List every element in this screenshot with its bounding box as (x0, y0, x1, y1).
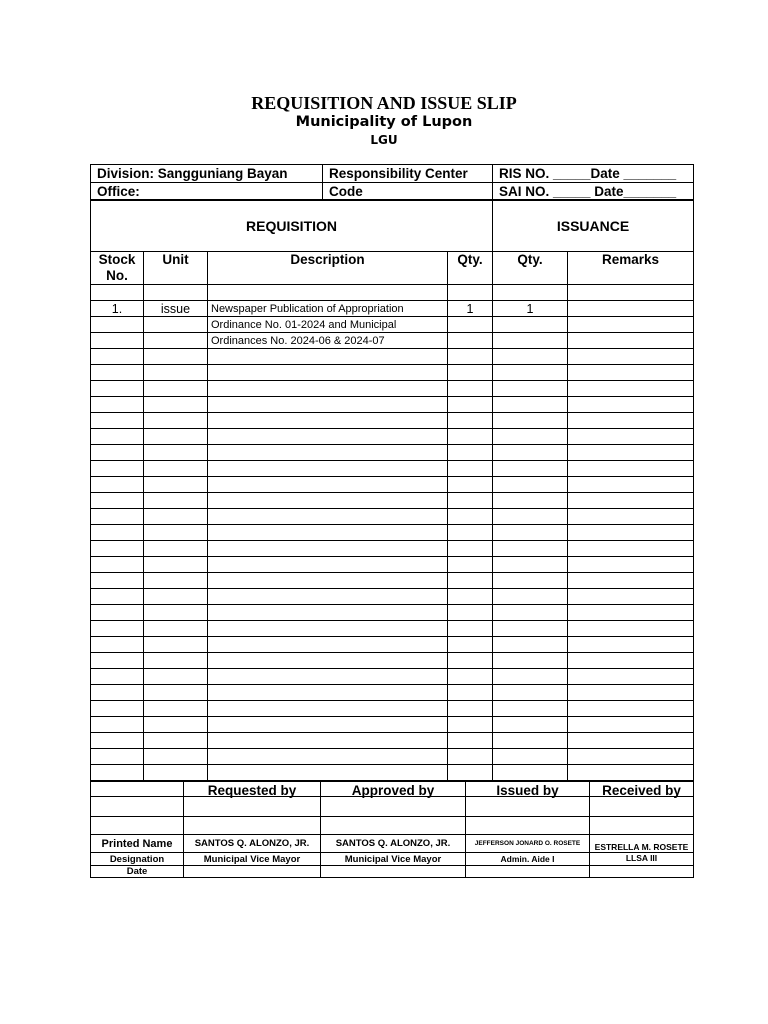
header-info-table (90, 164, 694, 201)
table-row (91, 317, 694, 333)
table-row (91, 589, 694, 605)
table-row (91, 301, 694, 317)
received-by-designation: LLSA III (590, 853, 694, 866)
office-field: Office: (91, 183, 323, 201)
table-row (91, 765, 694, 781)
table-row (91, 509, 694, 525)
table-row (91, 573, 694, 589)
issue-qty-column-header: Qty. (493, 252, 568, 285)
table-row (91, 749, 694, 765)
table-row (91, 413, 694, 429)
requisition-section-header: REQUISITION (91, 200, 493, 252)
table-row (91, 493, 694, 509)
date-label: Date (91, 866, 184, 878)
item-remarks (568, 301, 694, 317)
table-row (91, 717, 694, 733)
table-row (91, 557, 694, 573)
table-row (91, 541, 694, 557)
table-row (91, 733, 694, 749)
table-row (91, 365, 694, 381)
table-row (91, 445, 694, 461)
document-title: REQUISITION AND ISSUE SLIP (251, 93, 517, 113)
issued-by-name: JEFFERSON JONARD O. ROSETE (466, 835, 590, 853)
municipality-name: Municipality of Lupon (295, 114, 473, 130)
description-column-header: Description (208, 252, 448, 285)
printed-name-label: Printed Name (91, 835, 184, 853)
received-by-header: Received by (590, 782, 694, 817)
requested-by-name: SANTOS Q. ALONZO, JR. (184, 835, 321, 853)
approved-by-header: Approved by (321, 782, 466, 817)
remarks-column-header: Remarks (568, 252, 694, 285)
item-stock-no: 1. (91, 301, 144, 317)
table-row (91, 653, 694, 669)
table-row (91, 621, 694, 637)
requested-by-header: Requested by (184, 782, 321, 817)
table-row (91, 397, 694, 413)
received-by-name: ESTRELLA M. ROSETE (590, 835, 694, 853)
code-field: Code (323, 183, 493, 201)
items-table (90, 199, 694, 797)
table-row (91, 669, 694, 685)
table-row (91, 349, 694, 365)
item-description-line: Ordinances No. 2024-06 & 2024-07 (208, 333, 448, 349)
approved-by-designation: Municipal Vice Mayor (321, 853, 466, 866)
issued-by-designation: Admin. Aide I (466, 853, 590, 866)
table-row (91, 605, 694, 621)
item-issue-qty: 1 (493, 301, 568, 317)
approved-by-name: SANTOS Q. ALONZO, JR. (321, 835, 466, 853)
table-row (91, 637, 694, 653)
issuance-section-header: ISSUANCE (493, 200, 694, 252)
stock-no-column-header: Stock No. (91, 252, 144, 285)
table-row (91, 701, 694, 717)
table-row (91, 685, 694, 701)
table-row (91, 477, 694, 493)
unit-column-header: Unit (144, 252, 208, 285)
designation-label: Designation (91, 853, 184, 866)
item-unit: issue (144, 301, 208, 317)
requested-by-designation: Municipal Vice Mayor (184, 853, 321, 866)
table-row (91, 429, 694, 445)
ris-no-field: RIS NO. _____Date _______ (493, 165, 694, 183)
item-qty: 1 (448, 301, 493, 317)
item-description-line: Ordinance No. 01-2024 and Municipal (208, 317, 448, 333)
division-field: Division: Sangguniang Bayan (91, 165, 323, 183)
responsibility-center-field: Responsibility Center (323, 165, 493, 183)
table-row (91, 461, 694, 477)
table-row (91, 381, 694, 397)
table-row (91, 285, 694, 301)
table-row (91, 525, 694, 541)
qty-column-header: Qty. (448, 252, 493, 285)
signature-table (90, 781, 694, 878)
lgu-label: LGU (370, 133, 398, 147)
issued-by-header: Issued by (466, 782, 590, 817)
table-row (91, 333, 694, 349)
item-description-line: Newspaper Publication of Appropriation (208, 301, 448, 317)
sai-no-field: SAI NO. _____ Date_______ (493, 183, 694, 201)
